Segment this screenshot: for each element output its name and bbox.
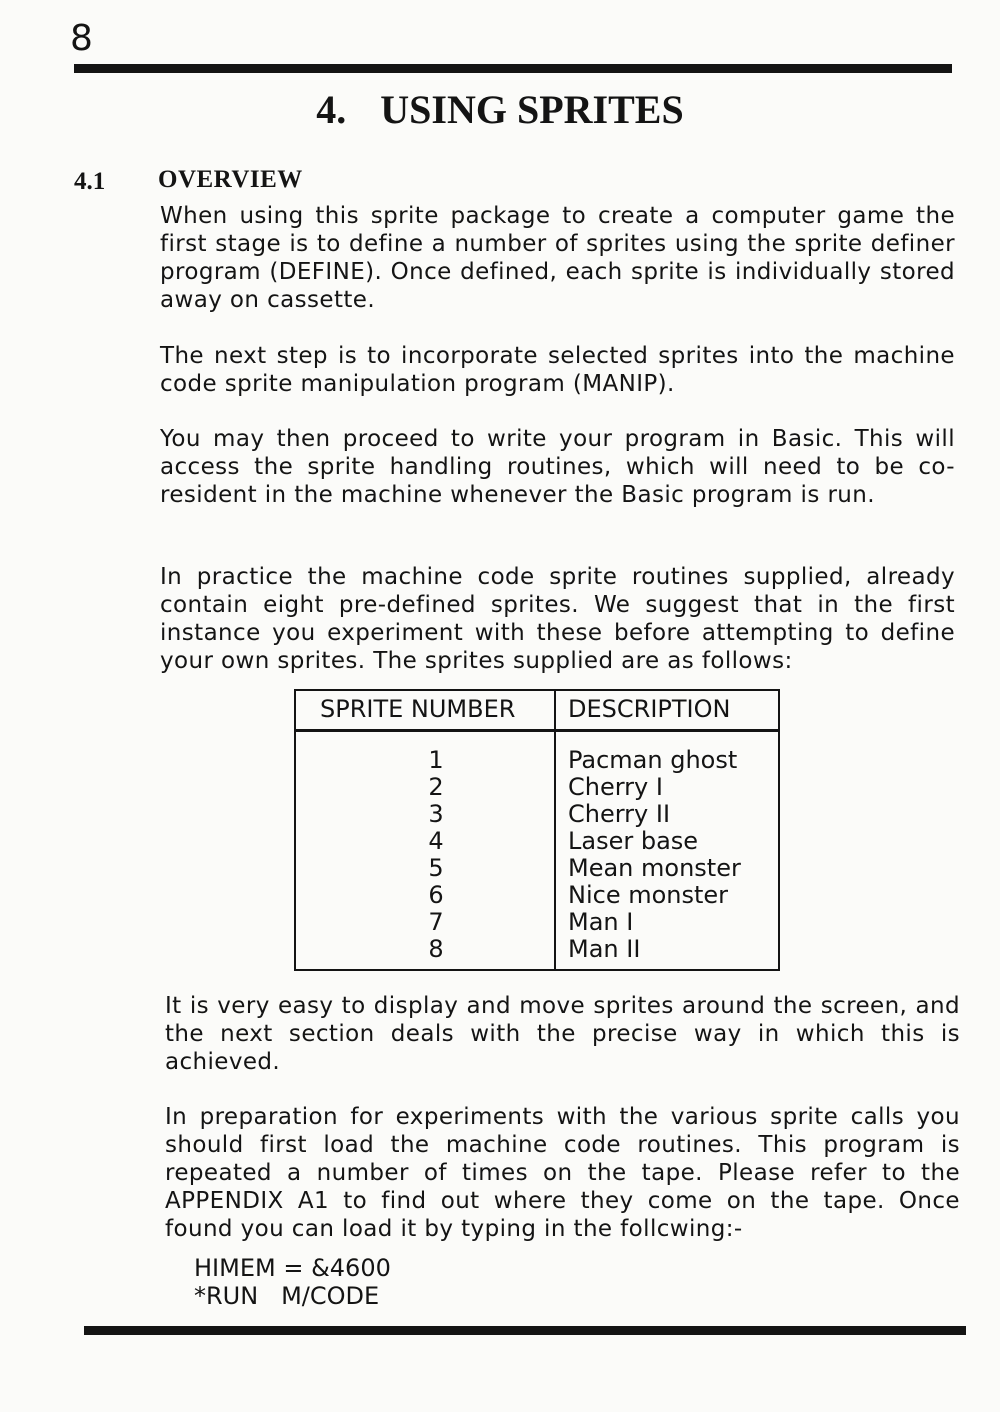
- sprite-description-cell: Man I: [568, 908, 634, 936]
- sprite-description-cell: Cherry II: [568, 800, 671, 828]
- paragraph-overview: When using this sprite package to create a computer game the first stage is to define a number of sprites using the sprite definer program (DEFINE). Once defined, each sprite is individually stored away on cassette.: [160, 203, 955, 313]
- chapter-number: 4.: [316, 87, 347, 132]
- sprite-number-cell: 2: [428, 773, 444, 801]
- table-header-sprite-number: SPRITE NUMBER: [320, 695, 516, 723]
- sprite-number-cell: 1: [428, 746, 444, 774]
- chapter-title: USING SPRITES: [380, 87, 684, 132]
- paragraph-display-sprites: It is very easy to display and move sprites around the screen, and the next section deals with the precise way in which this is achieved.: [165, 993, 960, 1075]
- page-number: 8: [70, 18, 93, 59]
- top-rule: [74, 64, 952, 73]
- sprite-table: [294, 689, 780, 971]
- section-number: 4.1: [74, 168, 106, 195]
- sprite-number-cell: 8: [428, 935, 444, 963]
- section-title: OVERVIEW: [158, 166, 303, 193]
- sprite-number-cell: 5: [428, 854, 444, 882]
- bottom-rule: [84, 1326, 966, 1335]
- sprite-description-column: [568, 747, 741, 963]
- sprite-number-cell: 7: [428, 908, 444, 936]
- code-line-run: *RUN M/CODE: [194, 1282, 380, 1310]
- table-column-divider: [554, 691, 556, 969]
- sprite-description-cell: Nice monster: [568, 881, 729, 909]
- table-header-divider: [296, 729, 778, 732]
- code-line-himem: HIMEM = &4600: [194, 1254, 391, 1282]
- sprite-description-cell: Man II: [568, 935, 641, 963]
- sprite-description-cell: Cherry I: [568, 773, 663, 801]
- sprite-number-cell: 4: [428, 827, 444, 855]
- sprite-description-cell: Mean monster: [568, 854, 741, 882]
- paragraph-next-step: The next step is to incorporate selected sprites into the machine code sprite manipulation program (MANIP).: [160, 343, 955, 397]
- sprite-description-cell: Laser base: [568, 827, 699, 855]
- sprite-number-cell: 3: [428, 800, 444, 828]
- sprite-number-cell: 6: [428, 881, 444, 909]
- sprite-description-cell: Pacman ghost: [568, 746, 738, 774]
- paragraph-basic-program: You may then proceed to write your program in Basic. This will access the sprite handling routines, which will need to be co-resident in the machine whenever the Basic program is run.: [160, 426, 955, 508]
- table-header-description: DESCRIPTION: [568, 695, 731, 723]
- chapter-heading: [0, 86, 1000, 133]
- paragraph-predefined-sprites: In practice the machine code sprite routines supplied, already contain eight pre-defined sprites. We suggest that in the first instance you experiment with these before attempting to define your own sprites. The sprites supplied are as follows:: [160, 564, 955, 674]
- sprite-number-column: [416, 747, 456, 963]
- paragraph-load-routines: In preparation for experiments with the various sprite calls you should first load the machine code routines. This program is repeated a number of times on the tape. Please refer to the APPENDIX A1 to find out where they come on the tape. Once found you can load it by typing in the follcwing:-: [165, 1104, 960, 1242]
- code-block: [194, 1254, 391, 1310]
